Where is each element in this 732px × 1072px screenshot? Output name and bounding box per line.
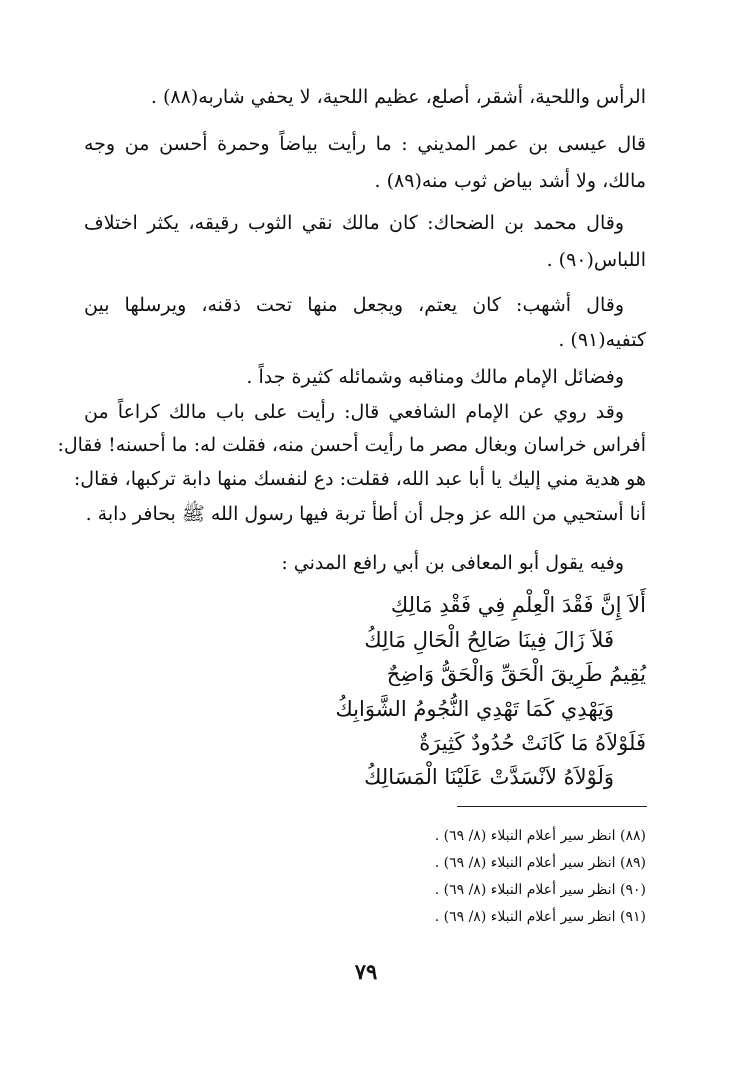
footnote: (٩٠) انظر سير أعلام النبلاء (٨/ ٦٩) .	[434, 882, 646, 898]
page-number: ٧٩	[354, 959, 378, 984]
footnote: (٩١) انظر سير أعلام النبلاء (٨/ ٦٩) .	[434, 909, 646, 925]
poem-verse: أَلاَ إِنَّ فَقْدَ الْعِلْمِ فِي فَقْدِ مَالِكِ	[390, 593, 646, 617]
paragraph-line: هو هدية مني إليك يا أبا عبد الله، فقلت: دع لنفسك منها دابة تركبها، فقال:	[73, 468, 646, 490]
paragraph-line: قال عيسى بن عمر المديني : ما رأيت بياضاً وحمرة أحسن من وجه	[84, 133, 646, 155]
footnote: (٨٨) انظر سير أعلام النبلاء (٨/ ٦٩) .	[434, 828, 646, 844]
footnote: (٨٩) انظر سير أعلام النبلاء (٨/ ٦٩) .	[434, 855, 646, 871]
paragraph-line: وقد روي عن الإمام الشافعي قال: رأيت على باب مالك كراعاً من	[84, 401, 624, 423]
paragraph-line: أفراس خراسان وبغال مصر ما رأيت أحسن منه، فقلت له: ما أحسنه! فقال:	[57, 434, 646, 456]
paragraph-line: كتفيه(٩١) .	[558, 329, 646, 351]
paragraph-line: أنا أستحيي من الله عز وجل أن أطأ تربة فيها رسول الله ﷺ بحافر دابة .	[85, 503, 646, 525]
poem-verse: وَلَوْلاَهُ لاَنْسَدَّتْ عَلَيْنَا الْمَسَالِكُ	[364, 765, 614, 789]
paragraph-line: وفضائل الإمام مالك ومناقبه وشمائله كثيرة جداً .	[246, 366, 624, 388]
paragraph-line: الرأس واللحية، أشقر، أصلع، عظيم اللحية، لا يحفي شاربه(٨٨) .	[150, 86, 646, 108]
poem-verse: يُقِيمُ طَرِيقَ الْحَقِّ وَالْحَقُّ وَاضِحٌ	[386, 662, 646, 686]
poem-verse: وَيَهْدِي كَمَا تَهْدِي النُّجُومُ الشَّوَابِكُ	[335, 697, 614, 721]
paragraph-line: وفيه يقول أبو المعافى بن أبي رافع المدني :	[281, 552, 624, 574]
footnote-separator	[457, 806, 647, 807]
poem-verse: فَلَوْلاَهُ مَا كَانَتْ حُدُودٌ كَثِيرَةٌ	[419, 731, 646, 755]
paragraph-line: اللباس(٩٠) .	[546, 249, 646, 271]
poem-verse: فَلاَ زَالَ فِينَا صَالِحُ الْحَالِ مَالِكُ	[364, 628, 614, 652]
paragraph-line: مالك، ولا أشد بياض ثوب منه(٨٩) .	[374, 170, 646, 192]
paragraph-line: وقال أشهب: كان يعتم، ويجعل منها تحت ذقنه، ويرسلها بين	[84, 294, 624, 316]
paragraph-line: وقال محمد بن الضحاك: كان مالك نقي الثوب رقيقه، يكثر اختلاف	[84, 212, 624, 234]
